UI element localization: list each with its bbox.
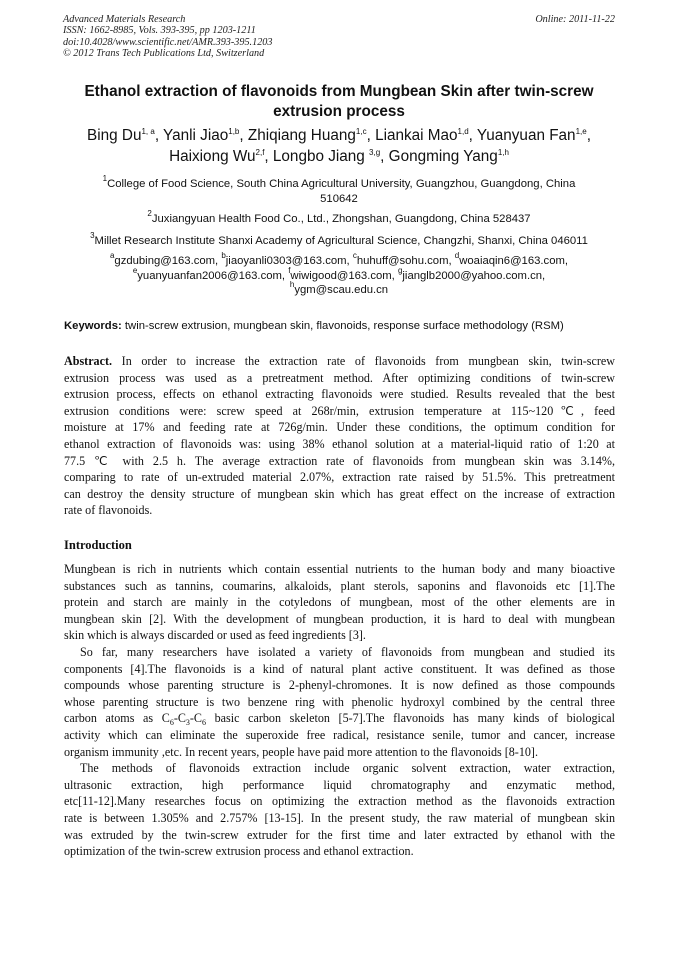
abstract-line: extrusion conditions were: screw speed at 268r/min, extrusion temperature at 115~120℃, feed bbox=[64, 403, 615, 418]
author-line-1 bbox=[30, 125, 648, 146]
online-date: Online: 2011-11-22 bbox=[535, 14, 615, 25]
abstract-line: comparing to rate of un-extruded material 2.07%, extraction rate raised by 51.5%. This pretreatment bbox=[64, 470, 615, 485]
author-affil-sup: 1,c bbox=[355, 127, 367, 136]
intro-line: mungbean skin [2]. With the development of mungbean production, it is hard to deal with mungbean bbox=[64, 611, 615, 626]
email-sup: h bbox=[289, 280, 295, 289]
email-sup: b bbox=[221, 251, 226, 260]
email-address: ygm@scau.edu.cn bbox=[294, 284, 389, 296]
affiliation-sup: 1 bbox=[102, 174, 108, 183]
keywords bbox=[64, 319, 616, 334]
copyright-line: © 2012 Trans Tech Publications Ltd, Switzerland bbox=[63, 48, 265, 60]
email-sup: e bbox=[132, 265, 138, 275]
intro-line: organism immunity ,etc. In recent years, people have paid more attention to the flavonoids [8-10]. bbox=[64, 744, 538, 759]
author-affil-sup: 2,f bbox=[255, 148, 265, 157]
author-separator: , bbox=[264, 148, 273, 165]
introduction-heading: Introduction bbox=[64, 538, 132, 552]
affiliation-text: Juxiangyuan Health Food Co., Ltd., Zhongshan, Guangdong, China 528437 bbox=[151, 213, 531, 225]
author-line-2 bbox=[30, 146, 648, 167]
carbon-text: -C bbox=[173, 711, 186, 726]
affiliation-sup: 2 bbox=[147, 209, 152, 218]
author-name: Longbo Jiang bbox=[272, 148, 370, 165]
intro-line: compounds whose parenting structure is 2-phenyl-chromones. It is now defined as those compounds bbox=[64, 678, 615, 693]
abstract-line: extrusion process, effects on ethanol extracting flavonoids were studied. Results revealed that the best bbox=[64, 387, 615, 402]
abstract-line-text: In order to increase the extraction rate of flavonoids from mungbean skin, twin-screw bbox=[112, 354, 615, 368]
author-separator: , bbox=[586, 127, 591, 144]
abstract-label: Abstract. bbox=[64, 354, 113, 368]
email-line-1 bbox=[60, 251, 618, 269]
email-line-3 bbox=[60, 280, 618, 298]
email-list bbox=[60, 251, 618, 298]
intro-line: substances such as tannins, coumarins, alkaloids, plant sterols, saponins and flavonoids etc [1].The bbox=[64, 578, 615, 593]
intro-line: whose parenting structure is two benzene ring with phenolic hydroxyl combined by the central three bbox=[64, 694, 615, 709]
author-affil-sup: 1,h bbox=[497, 148, 509, 157]
title-line-2: extrusion process bbox=[273, 103, 405, 120]
keywords-text: twin-screw extrusion, mungbean skin, flavonoids, response surface methodology (RSM) bbox=[121, 320, 564, 332]
intro-line: was extruded by the twin-screw extruder for the first time and later extracted by ethanol with the bbox=[64, 827, 615, 842]
doi-line: doi:10.4028/www.scientific.net/AMR.393-395.1203 bbox=[63, 36, 273, 48]
intro-line: So far, many researchers have isolated a variety of flavonoids from mungbean and studied its bbox=[80, 644, 615, 659]
email-address: yuanyuanfan2006@163.com, bbox=[137, 269, 289, 282]
intro-line: components [4].The flavonoids is a kind of natural plant active constituent. It was defined as those bbox=[64, 661, 615, 676]
email-sup: c bbox=[352, 251, 357, 260]
author-name: Gongming Yang bbox=[388, 148, 498, 165]
author-name: Yuanyuan Fan bbox=[476, 127, 576, 144]
author-affil-sup: 1,d bbox=[457, 127, 469, 136]
affiliation-1 bbox=[60, 174, 618, 207]
intro-line: Mungbean is rich in nutrients which contain essential nutrients to the human body and many bioactive bbox=[64, 562, 615, 576]
email-sup: g bbox=[397, 265, 403, 275]
author-name: Bing Du bbox=[87, 127, 142, 144]
author-separator: , bbox=[154, 127, 164, 144]
keywords-label: Keywords: bbox=[64, 320, 122, 332]
intro-line: optimization of the twin-screw extrusion process and ethanol extraction. bbox=[64, 844, 414, 859]
abstract-line: moisture at 17% and feeding rate at 726g/min. Under these conditions, the optimum condition for bbox=[64, 420, 615, 435]
author-name: Haixiong Wu bbox=[169, 148, 256, 165]
email-line-2 bbox=[60, 265, 618, 284]
intro-line: rate is between 1.305% and 2.757% [13-15]. In the present study, the raw material of mungbean skin bbox=[64, 810, 615, 825]
email-sup: f bbox=[288, 265, 291, 275]
paper-title bbox=[40, 82, 638, 122]
carbon-subscript: 6 bbox=[202, 718, 206, 728]
author-affil-sup: 1, a bbox=[141, 127, 155, 136]
intro-line: The methods of flavonoids extraction include organic solvent extraction, water extraction, bbox=[80, 761, 615, 776]
affiliation-text: Millet Research Institute Shanxi Academy of Agricultural Science, Changzhi, Shanxi, China 046011 bbox=[94, 235, 588, 247]
email-sup: d bbox=[454, 251, 460, 260]
author-affil-sup: 1,e bbox=[575, 127, 587, 136]
carbon-text: basic carbon skeleton [5-7].The flavonoids has many kinds of biological bbox=[206, 711, 615, 726]
intro-line-carbon bbox=[64, 710, 615, 727]
author-affil-sup: 1,b bbox=[228, 127, 240, 136]
abstract-line: 77.5 ℃ with 2.5 h. The average extraction rate of flavonoids from mungbean skin was 3.14%, bbox=[64, 453, 615, 468]
title-line-1: Ethanol extraction of flavonoids from Mungbean Skin after twin-screw bbox=[84, 83, 594, 100]
carbon-text: carbon atoms as C bbox=[64, 711, 170, 726]
intro-line: skin which is always discarded or used as feed ingredients [3]. bbox=[64, 628, 366, 643]
author-name: Zhiqiang Huang bbox=[247, 127, 356, 144]
carbon-text: -C bbox=[189, 711, 202, 726]
email-address: huhuff@sohu.com, bbox=[356, 255, 455, 267]
issn-line: ISSN: 1662-8985, Vols. 393-395, pp 1203-1211 bbox=[63, 25, 256, 37]
affiliation-line bbox=[60, 174, 618, 192]
intro-line: ultrasonic extraction, high performance liquid chromatography and enzymatic method, bbox=[64, 777, 615, 792]
email-sup: a bbox=[109, 251, 115, 260]
journal-header bbox=[63, 14, 615, 60]
affiliation-line: 510642 bbox=[320, 193, 358, 205]
author-list bbox=[30, 125, 648, 167]
affiliation-3 bbox=[40, 231, 638, 249]
email-address: gzdubing@163.com, bbox=[114, 255, 222, 267]
abstract-line: extrusion process was used as a pretreatment method. After optimizing conditions of twin-screw bbox=[64, 370, 615, 385]
author-separator: , bbox=[468, 127, 477, 144]
email-address: woaiaqin6@163.com, bbox=[459, 255, 569, 267]
affiliation-sup: 3 bbox=[90, 231, 95, 240]
author-separator: , bbox=[380, 148, 389, 165]
author-name: Liankai Mao bbox=[375, 127, 458, 144]
abstract-line: can destroy the density structure of mungbean skin which has great effect on the increase of extraction bbox=[64, 486, 615, 501]
email-address: jianglb2000@yahoo.com.cn, bbox=[402, 269, 546, 282]
author-separator: , bbox=[239, 127, 248, 144]
abstract-line: ethanol extraction of flavonoids was: using 38% ethanol solution at a material-liquid ratio of 1:20 at bbox=[64, 436, 615, 451]
author-name: Yanli Jiao bbox=[163, 127, 229, 144]
intro-line: activity which can eliminate the superoxide free radical, resistance senile, tumor and cancer, increase bbox=[64, 727, 615, 742]
author-separator: , bbox=[366, 127, 376, 144]
abstract-line bbox=[64, 353, 615, 370]
affiliation-2 bbox=[60, 209, 618, 227]
email-address: jiaoyanli0303@163.com, bbox=[225, 255, 353, 267]
carbon-subscript: 6 bbox=[169, 718, 174, 728]
email-address: wiwigood@163.com, bbox=[290, 269, 398, 282]
introduction-body bbox=[64, 561, 615, 860]
author-affil-sup: 3,g bbox=[369, 148, 381, 157]
journal-name: Advanced Materials Research bbox=[63, 14, 186, 25]
intro-line: etc[11-12].Many researches focus on optimizing the extraction method as the flavonoids extraction bbox=[64, 794, 615, 809]
carbon-subscript: 3 bbox=[185, 718, 190, 728]
intro-line: protein and starch are mainly in the cotyledons of mungbean, most of the other elements are in bbox=[64, 595, 615, 610]
abstract-line: rate of flavonoids. bbox=[64, 503, 153, 518]
abstract bbox=[64, 353, 615, 519]
affiliation-text: College of Food Science, South China Agricultural University, Guangzhou, Guangdong, China bbox=[107, 178, 576, 190]
